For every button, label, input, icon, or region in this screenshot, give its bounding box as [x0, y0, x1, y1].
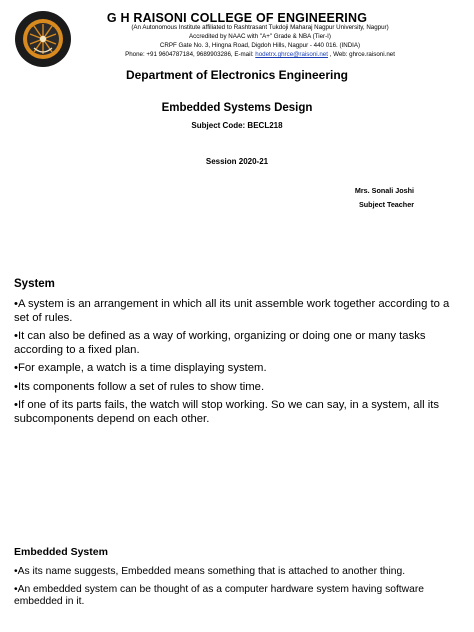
bullet-item: •A system is an arrangement in which all its unit assemble work together according to a set of rules.: [14, 298, 450, 324]
contact-phone: Phone: +91 9604787184, 9689903286, E-mail:: [125, 51, 256, 58]
subject-code: Subject Code: BECL218: [191, 121, 283, 130]
bullet-item: •An embedded system can be thought of as a computer hardware system having software embedded in it.: [14, 583, 424, 607]
contact-line: [60, 51, 460, 59]
section-heading-embedded-system: Embedded System: [14, 546, 108, 558]
system-bullet-list: [14, 297, 460, 430]
contact-web: , Web: ghrce.raisoni.net: [327, 51, 395, 58]
course-title: Embedded Systems Design: [161, 102, 313, 114]
bullet-item: •As its name suggests, Embedded means something that is attached to another thing.: [14, 566, 406, 577]
bullet-item: •It can also be defined as a way of working, organizing or doing one or many tasks according to a fixed plan.: [14, 330, 426, 357]
bullet-item: •Its components follow a set of rules to show time.: [14, 380, 265, 393]
bullet-item: •If one of its parts fails, the watch will stop working. So we can say, in a system, all its subcomponents depend on each other.: [14, 398, 440, 425]
affiliation-line: (An Autonomous Institute affiliated to Rashtrasant Tukdoji Maharaj Nagpur University, Nagpur): [131, 24, 389, 31]
session-label: Session 2020-21: [205, 157, 269, 166]
bullet-item: •For example, a watch is a time displaying system.: [14, 362, 267, 375]
embedded-bullet-list: [14, 566, 460, 614]
accreditation-line: Accredited by NAAC with "A+" Grade & NBA (Tier-I): [189, 33, 331, 40]
address-line: CRPF Gate No. 3, Hingna Road, Digdoh Hills, Nagpur - 440 016. (INDIA): [159, 42, 361, 49]
teacher-role: Subject Teacher: [359, 200, 414, 209]
college-name: G H RAISONI COLLEGE OF ENGINEERING: [106, 11, 368, 25]
email-link[interactable]: hodetrx.ghrce@raisoni.net: [255, 51, 328, 58]
department-name: Department of Electronics Engineering: [125, 68, 349, 82]
section-heading-system: System: [14, 278, 55, 290]
teacher-name: Mrs. Sonali Joshi: [354, 186, 414, 195]
